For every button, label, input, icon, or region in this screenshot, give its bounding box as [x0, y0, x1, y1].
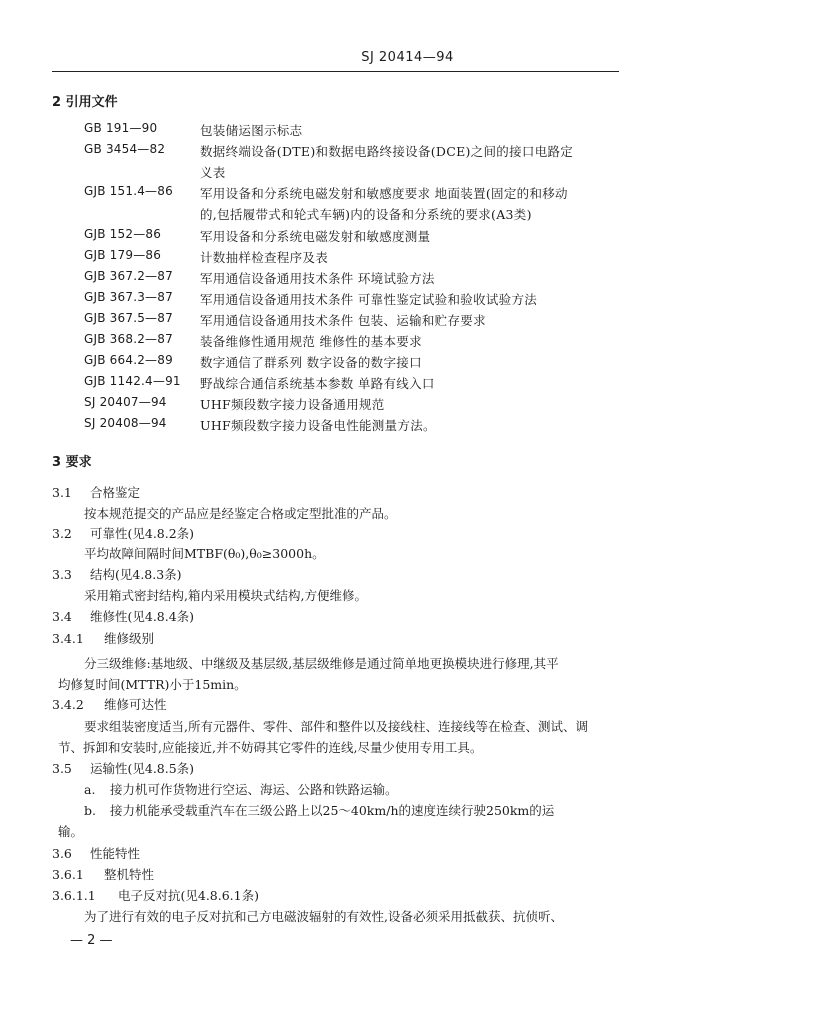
reference-code: SJ 20407—94: [84, 395, 167, 409]
reference-title: UHF频段数字接力设备通用规范: [200, 397, 385, 412]
clause-3-6-1-1-number: 3.6.1.1: [52, 888, 96, 903]
reference-title: 包装储运图示标志: [200, 123, 303, 138]
clause-3-1-body: 按本规范提交的产品应是经鉴定合格或定型批准的产品。: [84, 506, 397, 521]
reference-title: UHF频段数字接力设备电性能测量方法。: [200, 418, 436, 433]
reference-title: 军用通信设备通用技术条件 包装、运输和贮存要求: [200, 313, 486, 328]
reference-item: [84, 227, 624, 248]
header-divider: [52, 71, 619, 72]
clause-3-6-1-title: 整机特性: [104, 867, 155, 882]
clause-3-6-1-number: 3.6.1: [52, 867, 84, 882]
reference-code: GJB 152—86: [84, 227, 162, 241]
clause-3-2-body: 平均故障间隔时间MTBF(θ₀),θ₀≥3000h。: [84, 546, 325, 561]
clause-3-5-title: 运输性(见4.8.5条): [90, 761, 195, 776]
reference-code: GJB 367.2—87: [84, 269, 173, 283]
clause-3-4-1-body: 分三级维修:基地级、中继级及基层级,基层级维修是通过简单地更换模块进行修理,其平: [84, 656, 559, 671]
reference-title: 数据终端设备(DTE)和数据电路终接设备(DCE)之间的接口电路定: [200, 144, 574, 159]
reference-item: [84, 290, 624, 311]
clause-3-4-1-title: 维修级别: [104, 631, 155, 646]
clause-3-4-title: 维修性(见4.8.4条): [90, 609, 195, 624]
reference-code: GJB 368.2—87: [84, 332, 173, 346]
reference-item: [84, 353, 624, 374]
clause-3-5-item-b-label: b.: [84, 803, 96, 818]
clause-3-6-number: 3.6: [52, 846, 72, 861]
clause-3-3-title: 结构(见4.8.3条): [90, 567, 182, 582]
clause-3-4-1-body-cont: 均修复时间(MTTR)小于15min。: [58, 677, 247, 692]
reference-code: GJB 664.2—89: [84, 353, 173, 367]
clause-3-6-1-1-title: 电子反对抗(见4.8.6.1条): [118, 888, 259, 903]
reference-title: 计数抽样检查程序及表: [200, 250, 329, 265]
reference-title: 军用设备和分系统电磁发射和敏感度要求 地面装置(固定的和移动: [200, 186, 568, 201]
reference-title: 数字通信了群系列 数字设备的数字接口: [200, 355, 422, 370]
reference-code: GB 3454—82: [84, 142, 166, 156]
clause-3-5-number: 3.5: [52, 761, 72, 776]
reference-title: 军用设备和分系统电磁发射和敏感度测量: [200, 229, 431, 244]
reference-code: GJB 179—86: [84, 248, 162, 262]
clause-3-1-number: 3.1: [52, 485, 72, 500]
clause-3-4-2-body: 要求组装密度适当,所有元器件、零件、部件和整件以及接线柱、连接线等在检查、测试、调: [84, 719, 588, 734]
clause-3-1-title: 合格鉴定: [90, 485, 141, 500]
reference-item: [84, 416, 624, 437]
clause-3-5-item-b: 接力机能承受载重汽车在三级公路上以25～40km/h的速度连续行驶250km的运: [110, 803, 555, 818]
reference-item: [84, 248, 624, 269]
reference-item: [84, 142, 624, 163]
section-2-heading: 2 引用文件: [52, 95, 118, 110]
reference-title: 装备维修性通用规范 维修性的基本要求: [200, 334, 422, 349]
reference-code: GJB 151.4—86: [84, 184, 173, 198]
reference-code: GJB 367.5—87: [84, 311, 173, 325]
reference-code: SJ 20408—94: [84, 416, 167, 430]
reference-item: [84, 311, 624, 332]
reference-item: [84, 332, 624, 353]
clause-3-2-title: 可靠性(见4.8.2条): [90, 526, 195, 541]
reference-title: 军用通信设备通用技术条件 可靠性鉴定试验和验收试验方法: [200, 292, 538, 307]
section-3-heading: 3 要求: [52, 455, 92, 470]
reference-item: [84, 184, 624, 205]
clause-3-2-number: 3.2: [52, 526, 72, 541]
clause-3-4-1-number: 3.4.1: [52, 631, 84, 646]
reference-title-continued: 的,包括履带式和轮式车辆)内的设备和分系统的要求(A3类): [200, 207, 532, 222]
clause-3-6-title: 性能特性: [90, 846, 141, 861]
reference-title-continued: 义表: [200, 165, 226, 180]
clause-3-4-2-body-cont: 节、拆卸和安装时,应能接近,并不妨碍其它零件的连线,尽量少使用专用工具。: [58, 740, 483, 755]
reference-item: [84, 269, 624, 290]
reference-code: GJB 367.3—87: [84, 290, 173, 304]
clause-3-3-body: 采用箱式密封结构,箱内采用模块式结构,方便维修。: [84, 588, 367, 603]
clause-3-4-2-title: 维修可达性: [104, 697, 167, 712]
clause-3-4-number: 3.4: [52, 609, 72, 624]
reference-item: [84, 395, 624, 416]
clause-3-5-item-b-cont: 输。: [58, 824, 84, 839]
reference-item: [84, 121, 624, 142]
reference-code: GB 191—90: [84, 121, 158, 135]
reference-code: GJB 1142.4—91: [84, 374, 181, 388]
document-number-header: SJ 20414—94: [361, 50, 454, 65]
reference-title: 野战综合通信系统基本参数 单路有线入口: [200, 376, 435, 391]
reference-title: 军用通信设备通用技术条件 环境试验方法: [200, 271, 435, 286]
clause-3-5-item-a-label: a.: [84, 782, 96, 797]
clause-3-5-item-a: 接力机可作货物进行空运、海运、公路和铁路运输。: [110, 782, 398, 797]
clause-3-3-number: 3.3: [52, 567, 72, 582]
page-number: — 2 —: [70, 933, 113, 948]
clause-3-4-2-number: 3.4.2: [52, 697, 84, 712]
clause-3-6-1-1-body: 为了进行有效的电子反对抗和己方电磁波辐射的有效性,设备必须采用抵截获、抗侦听、: [84, 909, 563, 924]
reference-item: [84, 374, 624, 395]
